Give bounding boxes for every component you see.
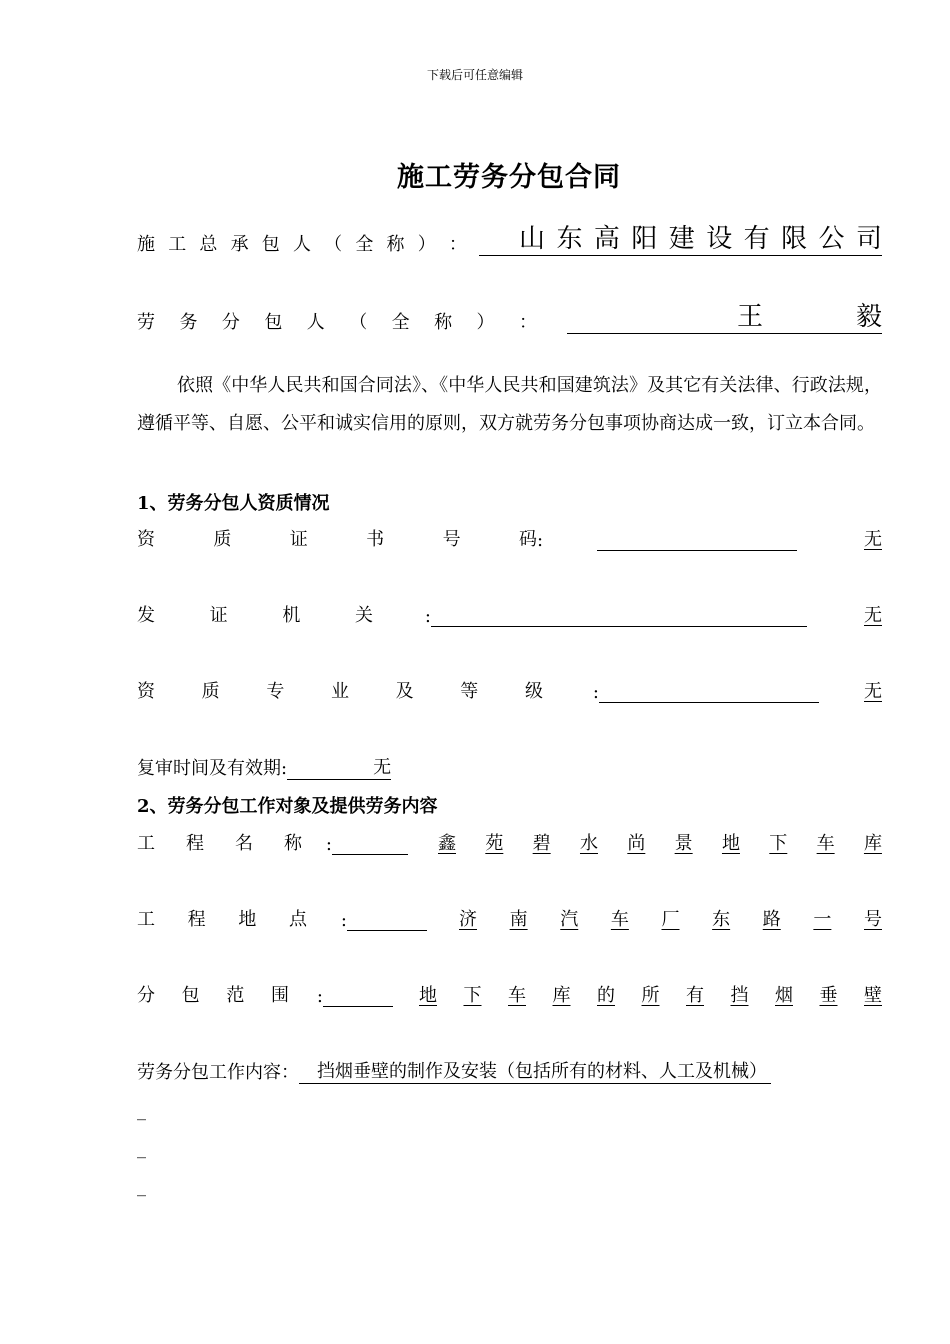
section-2-heading: 2、劳务分包工作对象及提供劳务内容 xyxy=(137,796,438,817)
scope-row: 分 包 范 围 : 地 下 车 库 的 所 有 挡 烟 垂 壁 xyxy=(137,981,882,1007)
scope-line xyxy=(323,986,393,1007)
document-title: 施工劳务分包合同 xyxy=(397,162,621,193)
location-line xyxy=(347,910,427,931)
issuer-line xyxy=(431,606,807,627)
content-value: 挡烟垂壁的制作及安装（包括所有的材料、人工及机械） xyxy=(317,1061,767,1082)
header-note: 下载后可任意编辑 xyxy=(426,68,523,82)
project-name-value: 鑫 苑 碧 水 尚 景 地 下 车 库 xyxy=(438,833,882,854)
party-a-row xyxy=(137,218,882,256)
issuer-value: 无 xyxy=(864,605,882,626)
cert-no-row: 资 质 证 书 号 码 : 无 xyxy=(137,525,882,551)
party-a-value: 山 东 高 阳 建 设 有 限 公 司 xyxy=(519,224,882,254)
blank-line-3: _ xyxy=(137,1176,146,1197)
party-a-value-field xyxy=(479,218,882,256)
issuer-row: 发 证 机 关 : 无 xyxy=(137,601,882,627)
review-value: 无 xyxy=(373,757,392,778)
review-label: 复审时间及有效期: xyxy=(137,758,288,779)
content-label: 劳务分包工作内容： xyxy=(137,1062,299,1083)
scope-value: 地 下 车 库 的 所 有 挡 烟 垂 壁 xyxy=(419,985,882,1006)
party-b-row xyxy=(137,296,882,334)
location-value: 济 南 汽 车 厂 东 路 一 号 xyxy=(459,909,882,930)
cert-no-value: 无 xyxy=(864,529,882,550)
location-label: 工 程 地 点 xyxy=(137,909,307,930)
grade-label: 资 质 专 业 及 等 级 xyxy=(137,681,543,702)
blank-line-2: _ xyxy=(137,1138,146,1159)
location-row: 工 程 地 点 : 济 南 汽 车 厂 东 路 一 号 xyxy=(137,905,882,931)
project-name-row: 工 程 名 称 : 鑫 苑 碧 水 尚 景 地 下 车 库 xyxy=(137,829,882,855)
grade-line xyxy=(599,682,819,703)
cert-no-line xyxy=(597,530,797,551)
section-1-heading: 1、劳务分包人资质情况 xyxy=(137,493,330,514)
party-a-label: 施 工 总 承 包 人 （ 全 称 ） ： xyxy=(137,234,467,255)
project-name-label: 工 程 名 称 xyxy=(137,833,302,854)
issuer-label: 发 证 机 关 xyxy=(137,605,373,626)
grade-value: 无 xyxy=(864,681,882,702)
cert-no-label: 资 质 证 书 号 码 xyxy=(137,529,537,550)
party-b-label: 劳 务 分 包 人 （ 全 称 ） ： xyxy=(137,312,537,333)
blank-line-1: _ xyxy=(137,1100,146,1121)
content-row xyxy=(137,1057,882,1084)
scope-label: 分 包 范 围 xyxy=(137,985,289,1006)
review-row xyxy=(137,753,882,780)
intro-paragraph: 依照《中华人民共和国合同法》、《中华人民共和国建筑法》及其它有关法律、行政法规，遵循平等、自愿、公平和诚实信用的原则，双方就劳务分包事项协商达成一致，订立本合同。 xyxy=(137,375,882,434)
party-b-value: 王 毅 xyxy=(737,302,882,332)
grade-row: 资 质 专 业 及 等 级 : 无 xyxy=(137,677,882,703)
party-b-value-field xyxy=(567,296,882,334)
project-name-line xyxy=(332,834,408,855)
